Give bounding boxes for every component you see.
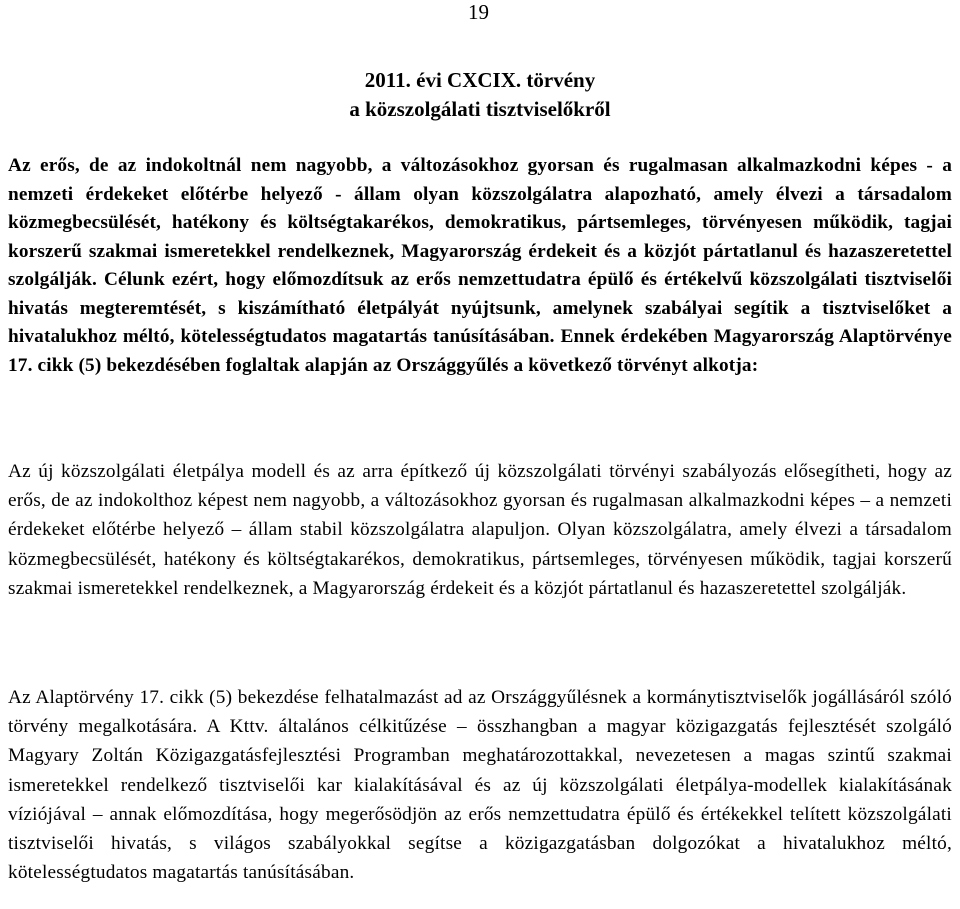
title-line-2: a közszolgálati tisztviselőkről [349, 97, 611, 121]
title-line-1: 2011. évi CXCIX. törvény [364, 68, 596, 92]
preamble-paragraph: Az erős, de az indokoltnál nem nagyobb, a változásokhoz gyorsan és rugalmasan alkalmazkodni képes - a nemzeti érdekeket előtérbe helyező - állam olyan közszolgálatra alapozható, amely élvezi a társadalom közmegbecsülését, hatékony és költségtakarékos, demokratikus, pártsemleges, törvényesen működik, tagjai korszerű szakmai ismeretekkel rendelkeznek, Magyarország érdekeit és a közjót pártatlanul és hazaszeretettel szolgálják. Célunk ezért, hogy előmozdítsuk az erős nemzettudatra épülő és értékelvű közszolgálati tisztviselői hivatás megteremtését, s kiszámítható életpályát nyújtsunk, amelynek szabályai segítik a tisztviselőket a hivatalukhoz méltó, kötelességtudatos magatartás tanúsításában. Ennek érdekében Magyarország Alaptörvénye 17. cikk (5) bekezdésében foglaltak alapján az Országgyűlés a következő törvényt alkotja: [8, 155, 952, 376]
body-paragraph-2: Az Alaptörvény 17. cikk (5) bekezdése felhatalmazást ad az Országgyűlésnek a kormánytisztviselők jogállásáról szóló törvény megalkotására. A Kttv. általános célkitűzése – összhangban a magyar közigazgatás fejlesztését szolgáló Magyary Zoltán Közigazgatásfejlesztési Programban meghatározottakkal, nevezetesen a magas szintű szakmai ismeretekkel rendelkező tisztviselői kar kialakításával és az új közszolgálati életpálya-modellek kialakításának víziójával – annak előmozdítása, hogy megerősödjön az erős nemzettudatra épülő és értékekkel telített közszolgálati tisztviselői hivatás, s világos szabályokkal segítse a közigazgatásban dolgozókat a hivatalukhoz méltó, kötelességtudatos magatartás tanúsításában. [8, 687, 952, 884]
page-number: 19 [468, 0, 489, 24]
document-title [0, 66, 960, 124]
body-paragraph-1: Az új közszolgálati életpálya modell és az arra építkező új közszolgálati törvényi szabályozás elősegítheti, hogy az erős, de az indokolthoz képest nem nagyobb, a változásokhoz gyorsan és rugalmasan alkalmazkodni képes – a nemzeti érdekeket előtérbe helyező – állam stabil közszolgálatra alapuljon. Olyan közszolgálatra, amely élvezi a társadalom közmegbecsülését, hatékony és költségtakarékos, demokratikus, pártsemleges, törvényesen működik, tagjai korszerű szakmai ismeretekkel rendelkeznek, a Magyarország érdekeit és a közjót pártatlanul és hazaszeretettel szolgálják. [8, 461, 952, 599]
